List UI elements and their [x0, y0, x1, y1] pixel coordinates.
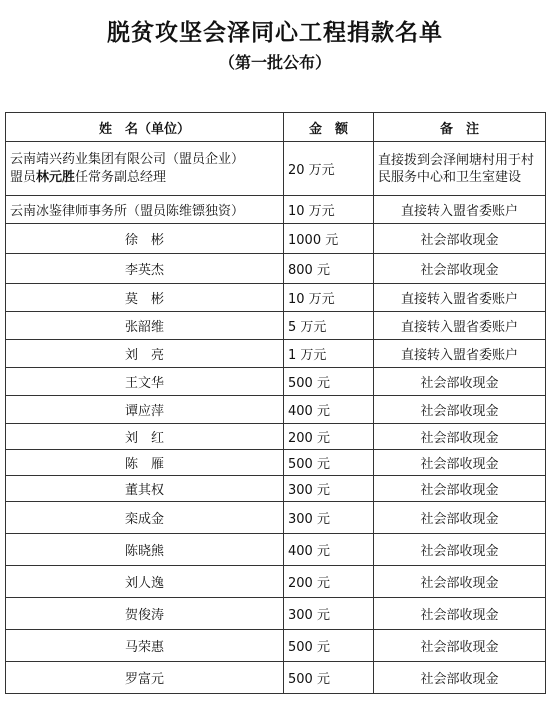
row-name-cell: 张韶维: [6, 312, 284, 340]
row-note-cell: 社会部收现金: [374, 424, 546, 450]
table-row: [6, 450, 546, 476]
row-amount-cell: 10 万元: [284, 196, 374, 224]
table-row: [6, 598, 546, 630]
row-name-cell: 刘 红: [6, 424, 284, 450]
row-name-cell: 王文华: [6, 368, 284, 396]
row-name-line1: 云南靖兴药业集团有限公司（盟员企业）: [10, 151, 245, 167]
table-row: [6, 630, 546, 662]
table-row: [6, 534, 546, 566]
table-row: [6, 566, 546, 598]
row-name-cell: 栾成金: [6, 502, 284, 534]
header-name: 姓 名（单位）: [6, 113, 284, 142]
row-note-cell: 社会部收现金: [374, 630, 546, 662]
row-note-cell: 社会部收现金: [374, 566, 546, 598]
row-name-cell: 刘 亮: [6, 340, 284, 368]
document-subtitle: （第一批公布）: [218, 53, 331, 72]
row-name-line2: [10, 169, 279, 187]
row-note-cell: 社会部收现金: [374, 598, 546, 630]
table-row: [6, 196, 546, 224]
row-note-cell: 社会部收现金: [374, 368, 546, 396]
row-name-cell: 贺俊涛: [6, 598, 284, 630]
row-amount-cell: 300 元: [284, 598, 374, 630]
row-amount-cell: 300 元: [284, 502, 374, 534]
table-row: [6, 502, 546, 534]
row-name-cell: 李英杰: [6, 254, 284, 284]
row-note-cell: 社会部收现金: [374, 476, 546, 502]
row-note-cell: 直接转入盟省委账户: [374, 284, 546, 312]
row-amount-cell: 200 元: [284, 424, 374, 450]
row-amount-cell: 500 元: [284, 662, 374, 694]
table-row: [6, 224, 546, 254]
row-note-cell: 社会部收现金: [374, 534, 546, 566]
row-amount-cell: 500 元: [284, 630, 374, 662]
row-note-cell: 社会部收现金: [374, 502, 546, 534]
name-suffix: 任常务副总经理: [75, 169, 167, 185]
row-amount-cell: 10 万元: [284, 284, 374, 312]
row-note-cell: 社会部收现金: [374, 254, 546, 284]
row-amount-cell: 20 万元: [284, 142, 374, 196]
name-prefix: 盟员: [10, 169, 37, 185]
row-name-cell: 徐 彬: [6, 224, 284, 254]
row-amount-cell: 500 元: [284, 450, 374, 476]
row-amount-cell: 300 元: [284, 476, 374, 502]
row-amount-cell: 1000 元: [284, 224, 374, 254]
row-name-cell: [6, 142, 284, 196]
row-name-cell: 陈 雁: [6, 450, 284, 476]
row-name-cell: 谭应萍: [6, 396, 284, 424]
row-name-cell: 马荣惠: [6, 630, 284, 662]
row-note-cell: 社会部收现金: [374, 662, 546, 694]
row-note-cell: 直接转入盟省委账户: [374, 340, 546, 368]
row-note-cell: 直接拨到会泽闸塘村用于村民服务中心和卫生室建设: [374, 142, 546, 196]
row-note-cell: 社会部收现金: [374, 396, 546, 424]
row-name-cell: 陈晓熊: [6, 534, 284, 566]
table-row: [6, 142, 546, 196]
row-amount-cell: 400 元: [284, 396, 374, 424]
row-amount-cell: 1 万元: [284, 340, 374, 368]
table-row: [6, 396, 546, 424]
header-amount: 金 额: [284, 113, 374, 142]
row-note-cell: 直接转入盟省委账户: [374, 196, 546, 224]
row-amount-cell: 5 万元: [284, 312, 374, 340]
row-name-cell: 刘人逸: [6, 566, 284, 598]
header-note: 备 注: [374, 113, 546, 142]
row-name-cell: 董其权: [6, 476, 284, 502]
table-row: [6, 662, 546, 694]
row-amount-cell: 500 元: [284, 368, 374, 396]
document-title: 脱贫攻坚会泽同心工程捐款名单: [107, 19, 443, 46]
row-note-cell: 社会部收现金: [374, 450, 546, 476]
table-row: [6, 424, 546, 450]
row-name-cell: 罗富元: [6, 662, 284, 694]
table-row: [6, 340, 546, 368]
table-row: [6, 476, 546, 502]
table-row: [6, 254, 546, 284]
row-amount-cell: 400 元: [284, 534, 374, 566]
row-note-cell: 直接转入盟省委账户: [374, 312, 546, 340]
donation-table: [5, 112, 546, 694]
row-name-cell: 莫 彬: [6, 284, 284, 312]
row-amount-cell: 200 元: [284, 566, 374, 598]
table-row: [6, 284, 546, 312]
table-header-row: [6, 113, 546, 142]
row-name-cell: 云南冰鉴律师事务所（盟员陈维镖独资）: [6, 196, 284, 224]
table-row: [6, 312, 546, 340]
row-amount-cell: 800 元: [284, 254, 374, 284]
row-note-cell: 社会部收现金: [374, 224, 546, 254]
name-bold: 林元胜: [36, 169, 76, 185]
table-row: [6, 368, 546, 396]
